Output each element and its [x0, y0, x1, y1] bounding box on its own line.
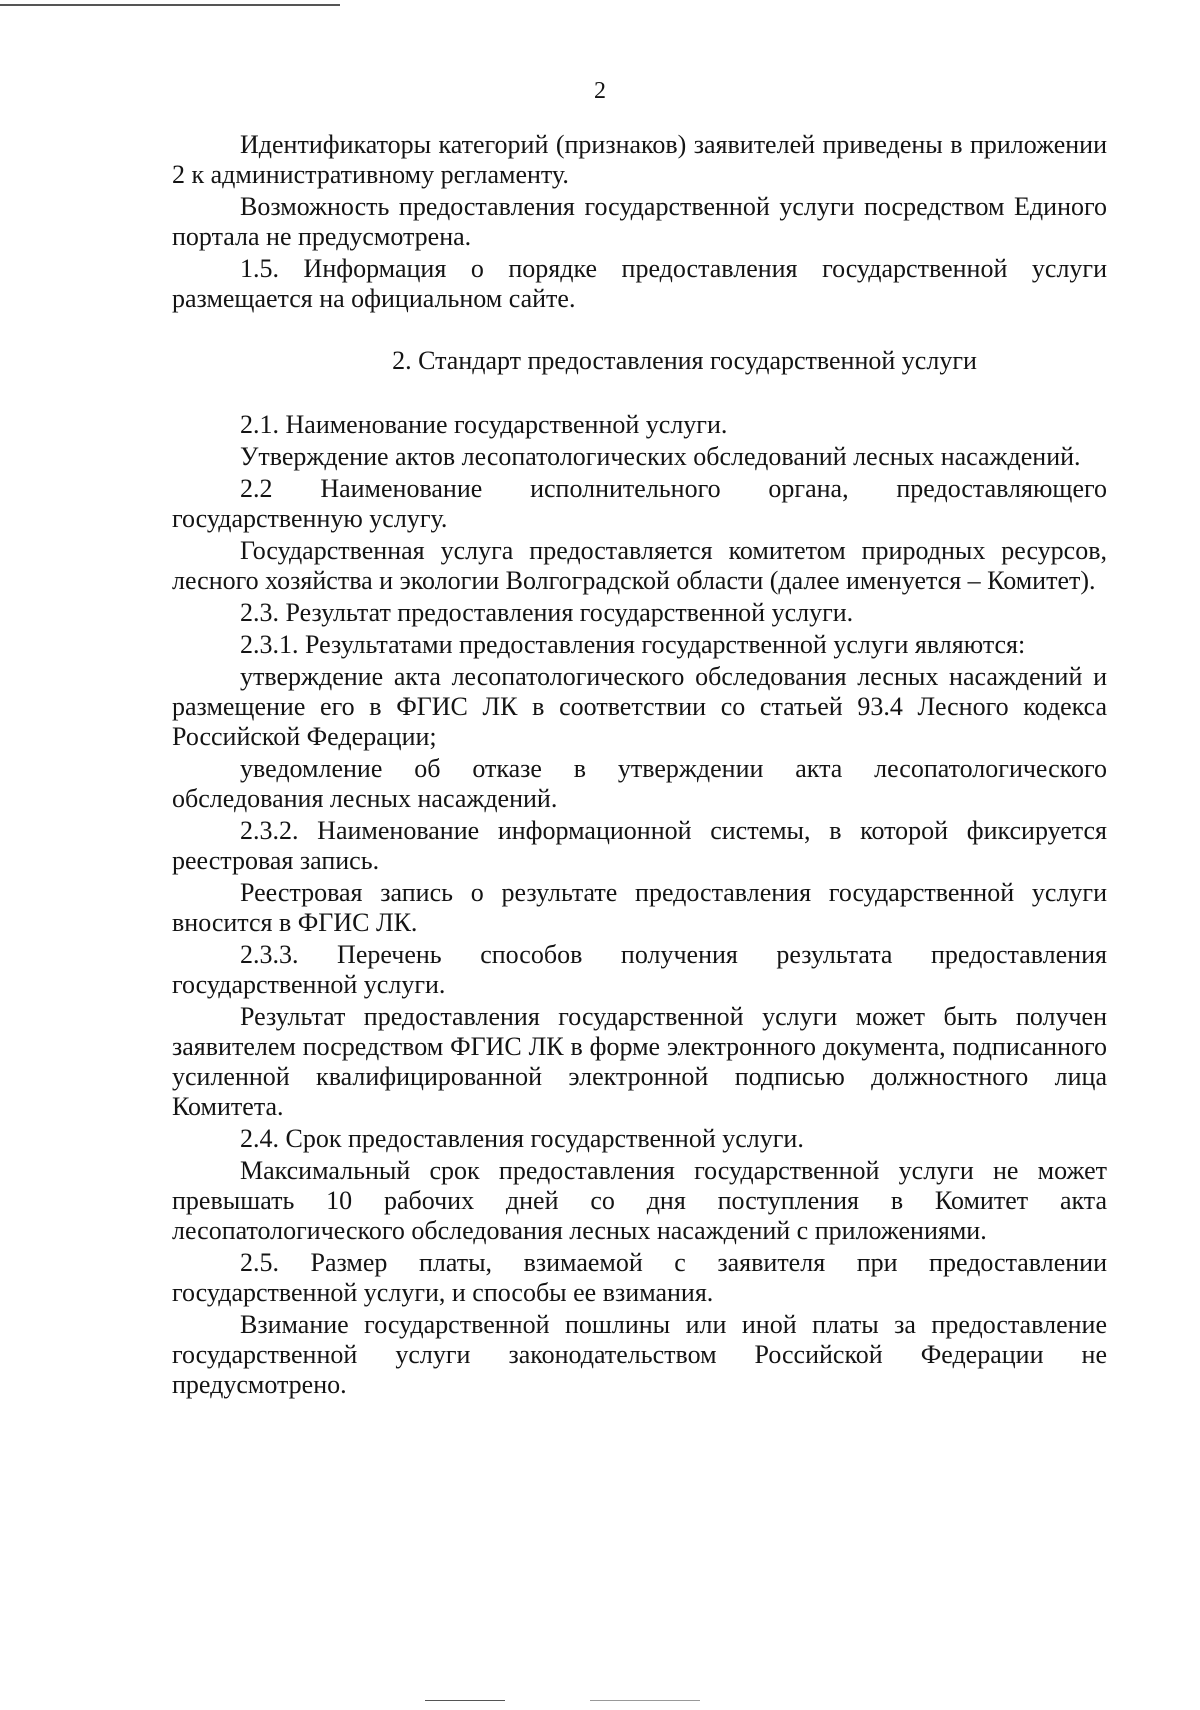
paragraph: 2.3. Результат предоставления государственной услуги. — [240, 598, 854, 627]
page-number: 2 — [594, 78, 606, 104]
paragraph: 1.5. Информация о порядке предоставления государственной услуги размещается на официальном сайте. — [172, 254, 1107, 313]
paragraph: 2.4. Срок предоставления государственной услуги. — [240, 1124, 804, 1153]
paragraph: 2.3.1. Результатами предоставления государственной услуги являются: — [240, 630, 1026, 659]
scan-edge-mark — [0, 4, 340, 6]
paragraph: 2.5. Размер платы, взимаемой с заявителя при предоставлении государственной услуги, и способы ее взимания. — [172, 1248, 1107, 1307]
document-body — [172, 130, 1107, 1402]
paragraph: Результат предоставления государственной услуги может быть получен заявителем посредством ФГИС ЛК в форме электронного документа, подписанного усиленной квалифицированной электронной подписью должностного лица Комитета. — [172, 1002, 1107, 1121]
paragraph: 2.2 Наименование исполнительного органа, предоставляющего государственную услугу. — [172, 474, 1107, 533]
paragraph: Реестровая запись о результате предоставления государственной услуги вносится в ФГИС ЛК. — [172, 878, 1107, 937]
paragraph: уведомление об отказе в утверждении акта лесопатологического обследования лесных насаждений. — [172, 754, 1107, 813]
scan-edge-mark — [425, 1700, 505, 1701]
paragraph: утверждение акта лесопатологического обследования лесных насаждений и размещение его в ФГИС ЛК в соответствии со статьей 93.4 Лесного кодекса Российской Федерации; — [172, 662, 1107, 751]
paragraph: Утверждение актов лесопатологических обследований лесных насаждений. — [240, 442, 1081, 471]
paragraph: 2.3.2. Наименование информационной системы, в которой фиксируется реестровая запись. — [172, 816, 1107, 875]
section-heading: 2. Стандарт предоставления государственной услуги — [392, 346, 977, 375]
paragraph: Максимальный срок предоставления государственной услуги не может превышать 10 рабочих дней со дня поступления в Комитет акта лесопатологического обследования лесных насаждений с приложениями. — [172, 1156, 1107, 1245]
paragraph: Взимание государственной пошлины или иной платы за предоставление государственной услуги законодательством Российской Федерации не предусмотрено. — [172, 1310, 1107, 1399]
paragraph: 2.3.3. Перечень способов получения результата предоставления государственной услуги. — [172, 940, 1107, 999]
paragraph: Государственная услуга предоставляется комитетом природных ресурсов, лесного хозяйства и экологии Волгоградской области (далее именуется – Комитет). — [172, 536, 1107, 595]
paragraph: 2.1. Наименование государственной услуги. — [240, 410, 728, 439]
paragraph: Возможность предоставления государственной услуги посредством Единого портала не предусмотрена. — [172, 192, 1107, 251]
paragraph: Идентификаторы категорий (признаков) заявителей приведены в приложении 2 к административному регламенту. — [172, 130, 1107, 189]
scan-edge-mark — [590, 1700, 700, 1701]
